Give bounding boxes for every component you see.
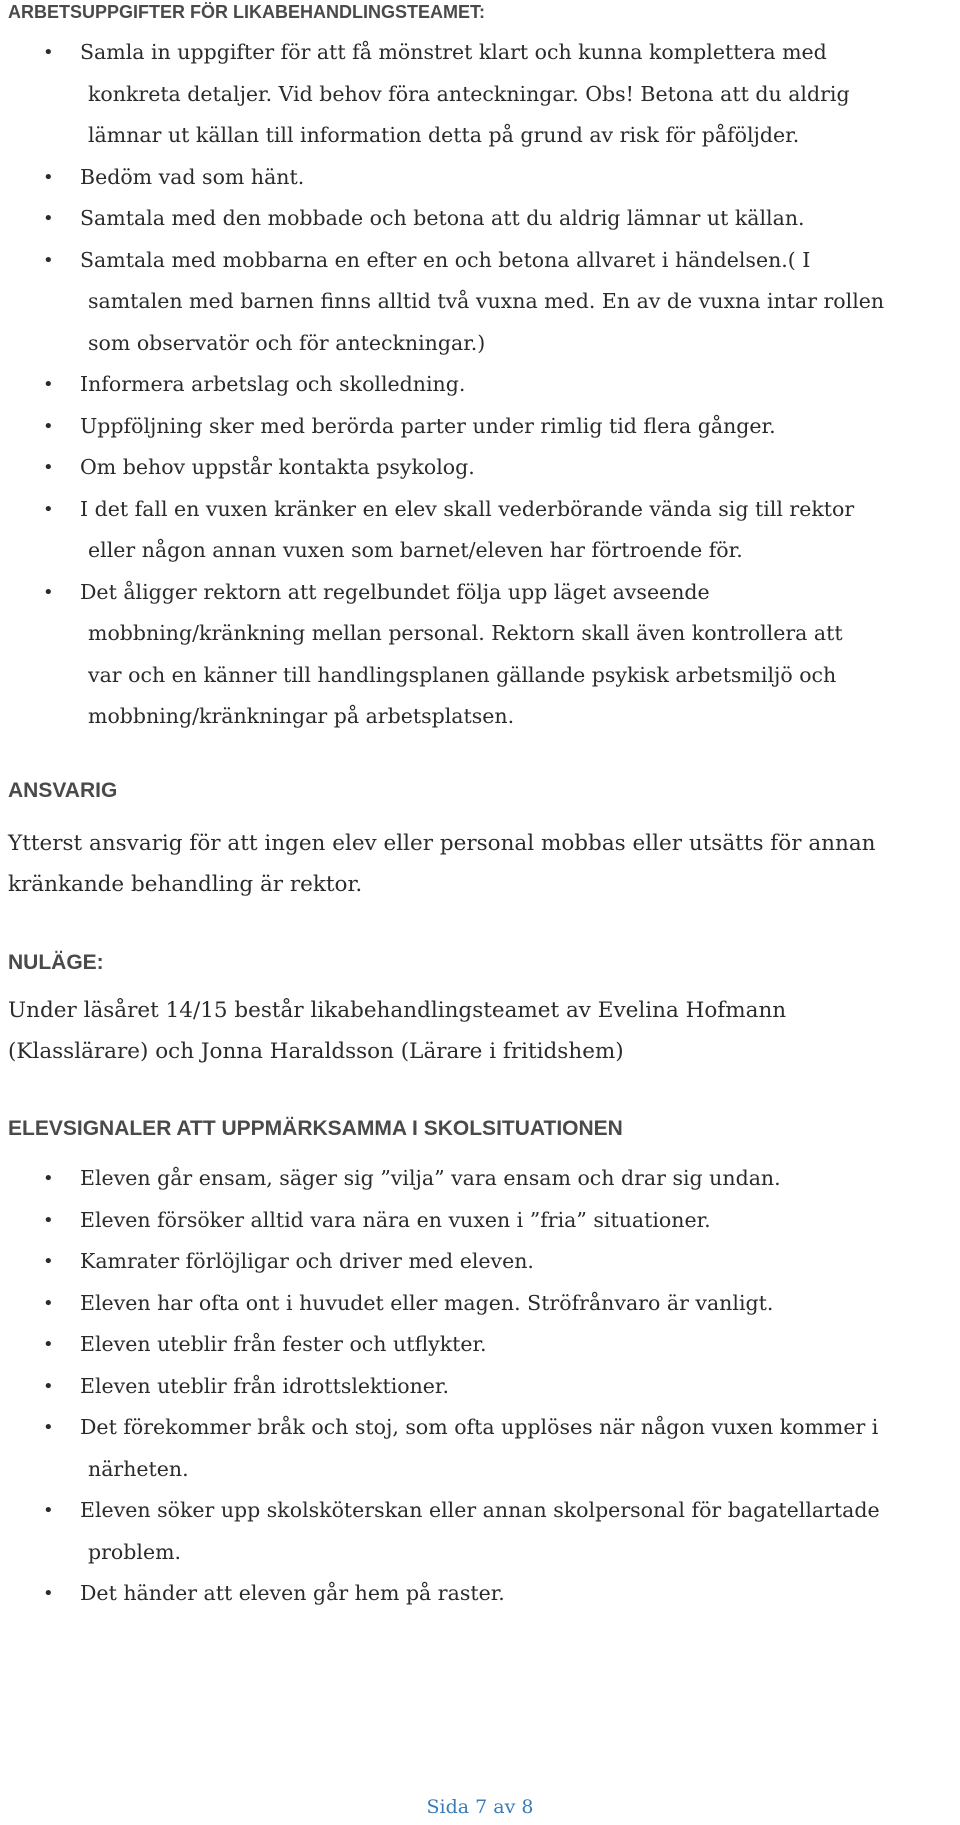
- list-item: • Det åligger rektorn att regelbundet följa upp läget avseende mobbning/kränkning mellan personal. Rektorn skall även kontrollera att var och en känner till handlingsplanen gällande psykisk arbetsmiljö och mobbning/kränkningar på arbetsplatsen.: [0, 572, 960, 738]
- bullet-icon: •: [43, 1334, 54, 1355]
- bullet-icon: •: [43, 1292, 54, 1314]
- bullet-icon: •: [43, 1500, 54, 1521]
- bullet-icon: •: [43, 166, 54, 188]
- list-item: • Eleven går ensam, säger sig ”vilja” vara ensam och drar sig undan.: [0, 1158, 960, 1200]
- list-item: • I det fall en vuxen kränker en elev skall vederbörande vända sig till rektor eller någon annan vuxen som barnet/eleven har förtroende för.: [0, 489, 960, 572]
- list-item: • Det förekommer bråk och stoj, som ofta upplöses när någon vuxen kommer i närheten.: [0, 1407, 960, 1490]
- tasks-heading: ARBETSUPPGIFTER FÖR LIKABEHANDLINGSTEAMET:: [8, 2, 485, 22]
- bullet-icon: •: [43, 249, 54, 271]
- bullet-icon: •: [43, 1583, 54, 1604]
- list-item: • Det händer att eleven går hem på raster.: [0, 1573, 960, 1615]
- list-item: • Bedöm vad som hänt.: [0, 157, 960, 199]
- bullet-icon: •: [43, 1251, 54, 1272]
- bullet-icon: •: [43, 581, 54, 603]
- bullet-icon: •: [43, 1168, 54, 1189]
- bullet-icon: •: [43, 457, 54, 478]
- status-heading: NULÄGE:: [8, 951, 104, 974]
- page-number: Sida 7 av 8: [426, 1796, 534, 1818]
- list-item: • Eleven uteblir från fester och utflykter.: [0, 1324, 960, 1366]
- bullet-icon: •: [43, 415, 54, 437]
- bullet-icon: •: [43, 1417, 54, 1438]
- list-item: • Om behov uppstår kontakta psykolog.: [0, 447, 960, 489]
- bullet-icon: •: [43, 1375, 54, 1397]
- bullet-icon: •: [43, 498, 54, 520]
- bullet-icon: •: [43, 374, 54, 395]
- list-item: • Eleven söker upp skolsköterskan eller annan skolpersonal för bagatellartade problem.: [0, 1490, 960, 1573]
- signals-heading: ELEVSIGNALER ATT UPPMÄRKSAMMA I SKOLSITUATIONEN: [8, 1117, 623, 1140]
- responsible-text: Ytterst ansvarig för att ingen elev eller personal mobbas eller utsätts för annan kränkande behandling är rektor.: [8, 831, 876, 897]
- list-item: • Eleven uteblir från idrottslektioner.: [0, 1366, 960, 1408]
- list-item: • Kamrater förlöjligar och driver med eleven.: [0, 1241, 960, 1283]
- list-item: • Informera arbetslag och skolledning.: [0, 364, 960, 406]
- bullet-icon: •: [43, 42, 54, 63]
- status-text: Under läsåret 14/15 består likabehandlingsteamet av Evelina Hofmann (Klasslärare) och Jonna Haraldsson (Lärare i fritidshem): [8, 998, 787, 1064]
- list-item: • Samtala med mobbarna en efter en och betona allvaret i händelsen.( I samtalen med barnen finns alltid två vuxna med. En av de vuxna intar rollen som observatör och för anteckningar.): [0, 240, 960, 365]
- list-item: • Samtala med den mobbade och betona att du aldrig lämnar ut källan.: [0, 198, 960, 240]
- tasks-list: [0, 32, 960, 738]
- list-item: • Eleven försöker alltid vara nära en vuxen i ”fria” situationer.: [0, 1200, 960, 1242]
- list-item: • Eleven har ofta ont i huvudet eller magen. Ströfrånvaro är vanligt.: [0, 1283, 960, 1325]
- responsible-heading: ANSVARIG: [8, 779, 118, 802]
- list-item: • Uppföljning sker med berörda parter under rimlig tid flera gånger.: [0, 406, 960, 448]
- bullet-icon: •: [43, 1209, 54, 1231]
- bullet-icon: •: [43, 208, 54, 229]
- signals-list: [0, 1158, 960, 1615]
- list-item: • Samla in uppgifter för att få mönstret klart och kunna komplettera med konkreta detaljer. Vid behov föra anteckningar. Obs! Betona att du aldrig lämnar ut källan till information detta på grund av risk för påföljder.: [0, 32, 960, 157]
